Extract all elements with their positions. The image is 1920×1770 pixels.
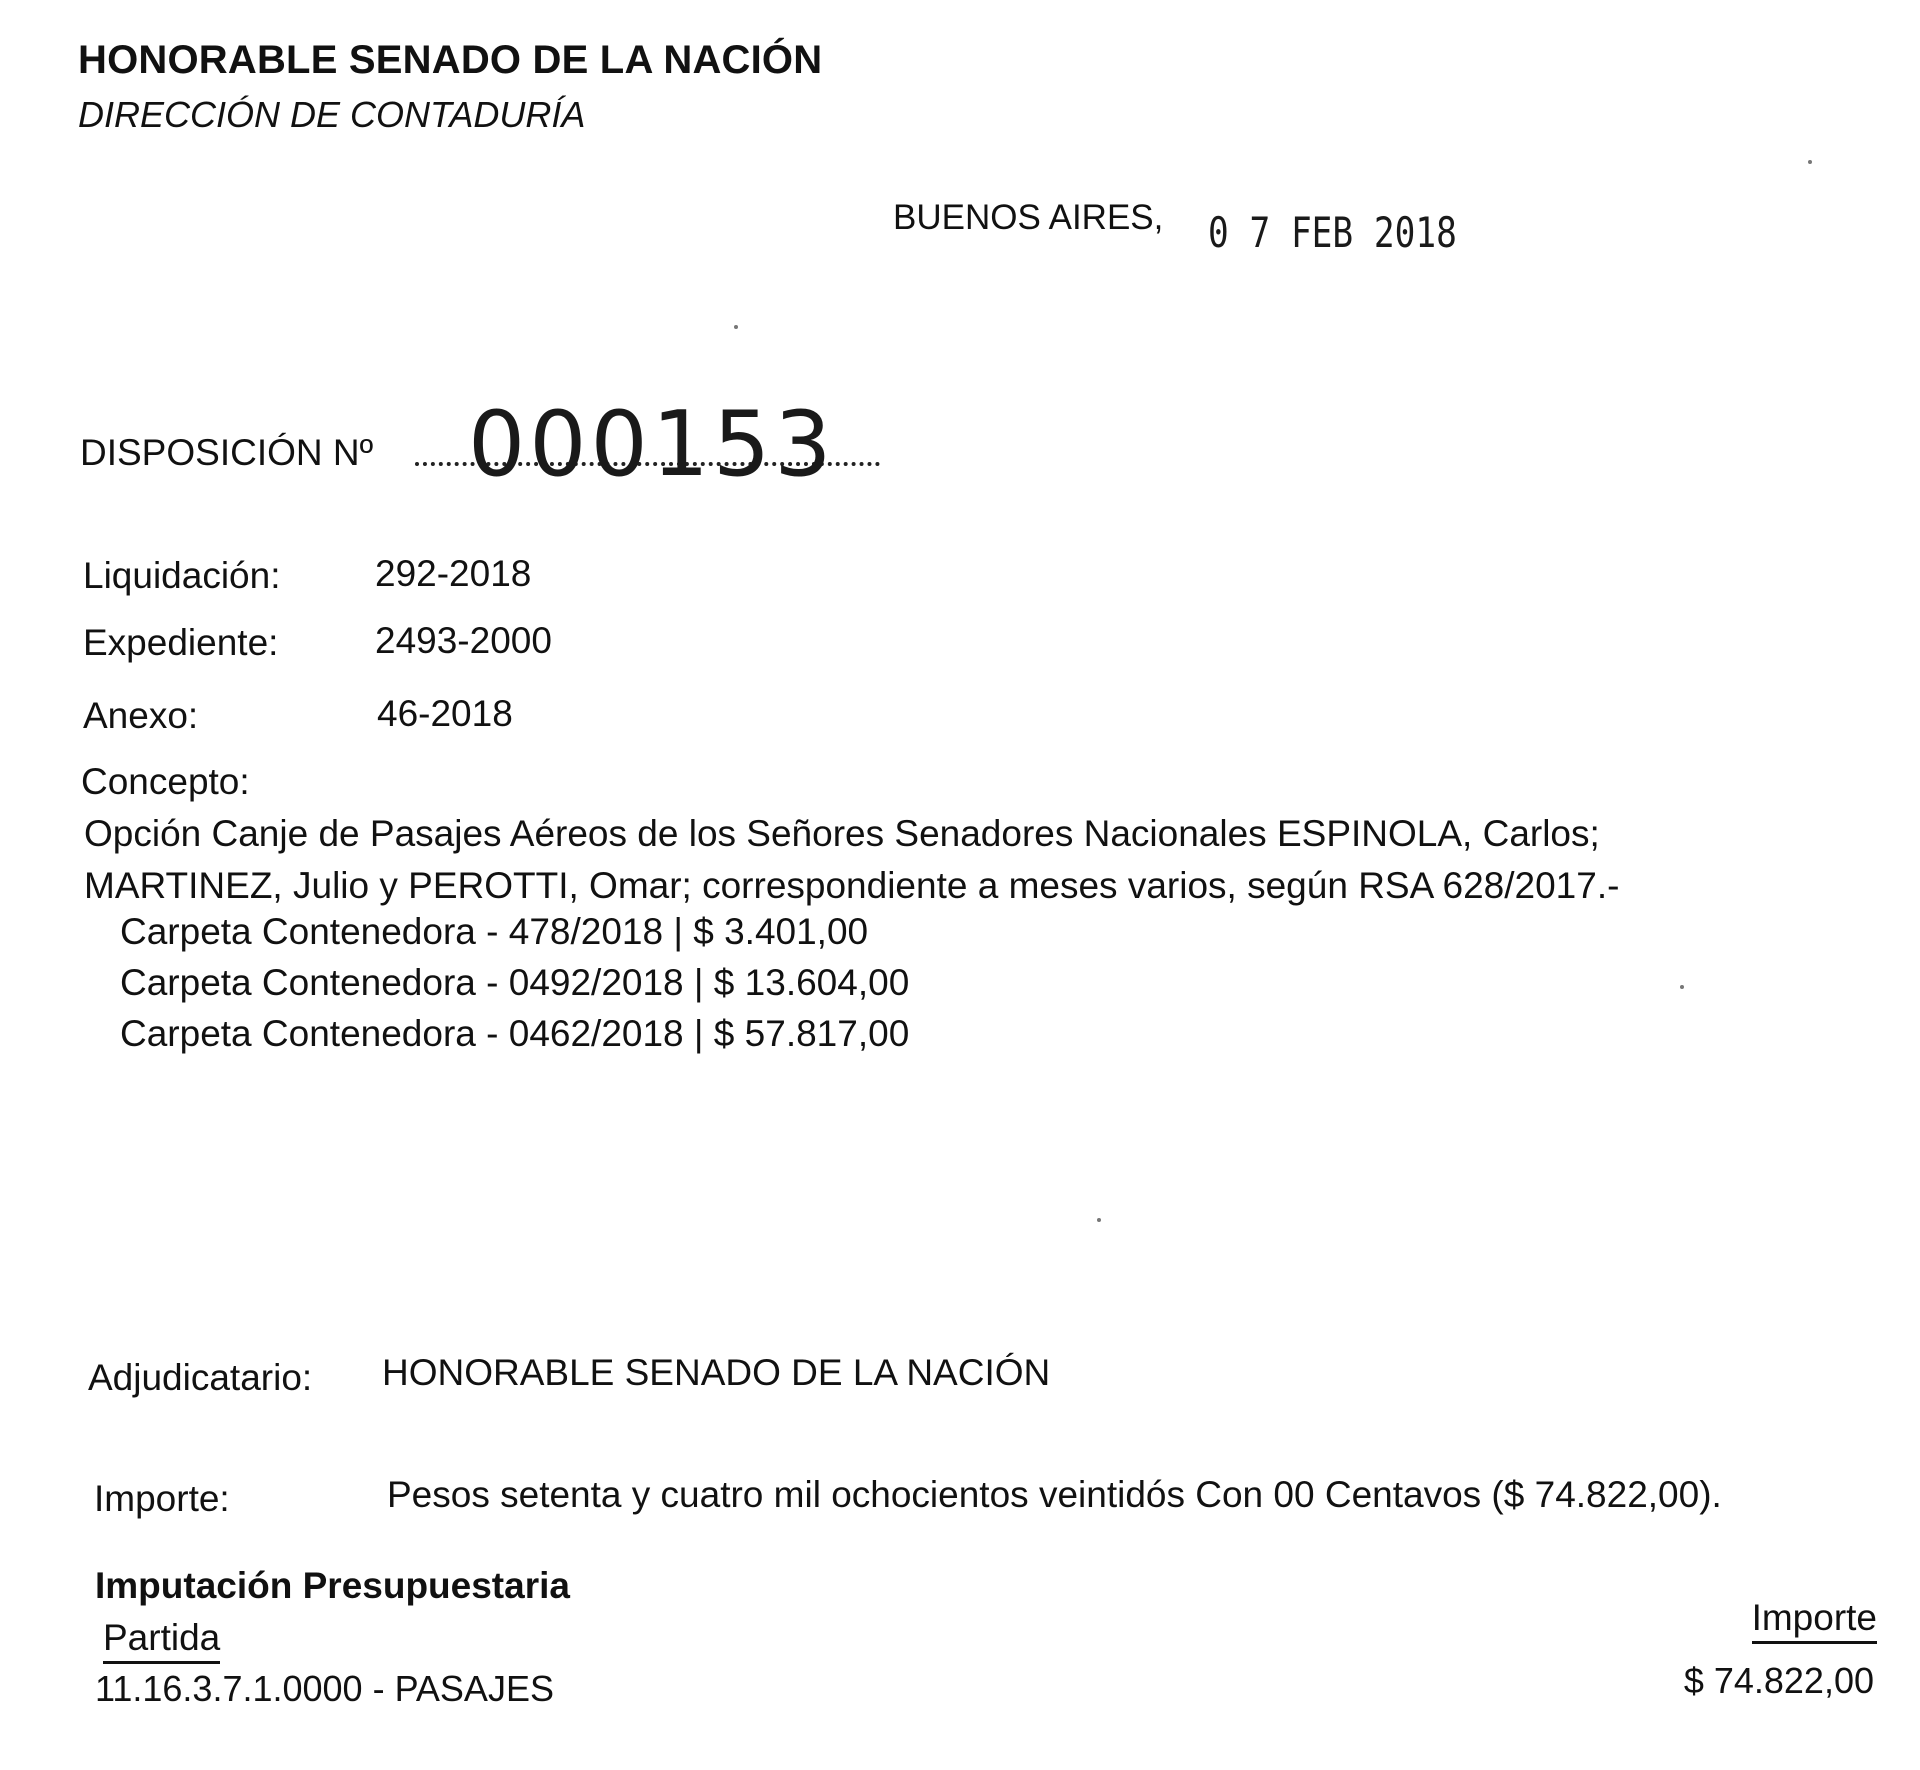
importe-label: Importe: (94, 1478, 230, 1519)
partida-value: 11.16.3.7.1.0000 - PASAJES (95, 1668, 554, 1709)
partida-column-header: Partida (103, 1617, 220, 1664)
date-stamp: 0 7 FEB 2018 (1208, 208, 1457, 257)
scan-speck (734, 325, 738, 329)
imputacion-title: Imputación Presupuestaria (95, 1565, 570, 1606)
carpeta-item: Carpeta Contenedora - 0492/2018 | $ 13.604,00 (120, 962, 910, 1003)
concepto-text (84, 808, 1844, 912)
liquidacion-label: Liquidación: (83, 555, 281, 596)
scan-speck (1808, 160, 1812, 164)
concepto-line-1: Opción Canje de Pasajes Aéreos de los Señores Senadores Nacionales ESPINOLA, Carlos; (84, 813, 1600, 854)
disposicion-label: DISPOSICIÓN Nº (80, 432, 374, 473)
adjudicatario-label: Adjudicatario: (88, 1357, 313, 1398)
importe-value: Pesos setenta y cuatro mil ochocientos veintidós Con 00 Centavos ($ 74.822,00). (387, 1474, 1722, 1515)
scan-speck (1680, 985, 1684, 989)
anexo-label: Anexo: (83, 695, 199, 736)
department-subtitle: DIRECCIÓN DE CONTADURÍA (78, 94, 586, 135)
institution-title: HONORABLE SENADO DE LA NACIÓN (78, 38, 823, 82)
importe-amount: $ 74.822,00 (1683, 1660, 1874, 1701)
expediente-label: Expediente: (83, 622, 279, 663)
carpeta-item: Carpeta Contenedora - 0462/2018 | $ 57.817,00 (120, 1013, 910, 1054)
expediente-value: 2493-2000 (375, 620, 552, 661)
liquidacion-value: 292-2018 (375, 553, 532, 594)
carpeta-item: Carpeta Contenedora - 478/2018 | $ 3.401,00 (120, 911, 869, 952)
importe-column-header: Importe (1752, 1597, 1877, 1644)
disposicion-number: 000153 (468, 392, 836, 497)
city-label: BUENOS AIRES, (893, 198, 1164, 237)
carpetas-list (120, 906, 909, 1059)
concepto-line-2: MARTINEZ, Julio y PEROTTI, Omar; correspondiente a meses varios, según RSA 628/2017.- (84, 865, 1620, 906)
adjudicatario-value: HONORABLE SENADO DE LA NACIÓN (382, 1352, 1051, 1393)
anexo-value: 46-2018 (377, 693, 513, 734)
scan-speck (1097, 1218, 1101, 1222)
concepto-label: Concepto: (81, 761, 250, 802)
